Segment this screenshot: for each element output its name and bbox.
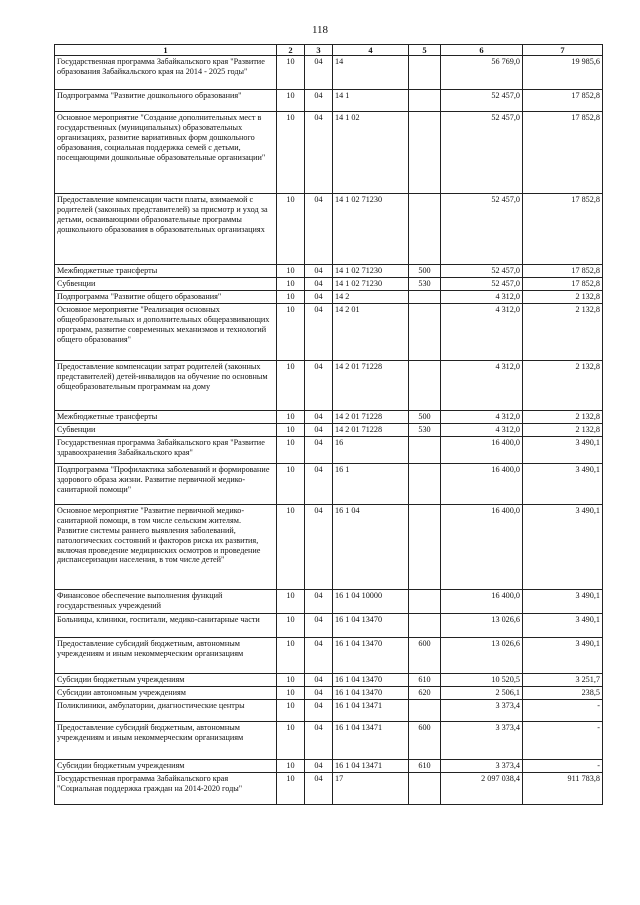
amount-actual-cell: 3 490,1 bbox=[523, 590, 603, 614]
row-name-cell: Государственная программа Забайкальского края "Социальная поддержка граждан на 2014-2020 годы" bbox=[55, 773, 277, 805]
amount-actual-cell: 17 852,8 bbox=[523, 265, 603, 278]
section-code-cell: 10 bbox=[277, 700, 305, 722]
table-row bbox=[55, 194, 603, 265]
subsection-code-cell: 04 bbox=[305, 278, 333, 291]
table-row bbox=[55, 773, 603, 805]
amount-actual-cell: 911 783,8 bbox=[523, 773, 603, 805]
target-article-cell: 14 1 02 71230 bbox=[333, 278, 409, 291]
amount-actual-cell: 17 852,8 bbox=[523, 112, 603, 194]
expense-type-cell bbox=[409, 464, 441, 505]
amount-actual-cell: 3 490,1 bbox=[523, 614, 603, 638]
amount-plan-cell: 16 400,0 bbox=[441, 437, 523, 464]
amount-actual-cell: 17 852,8 bbox=[523, 90, 603, 112]
target-article-cell: 16 1 04 13471 bbox=[333, 760, 409, 773]
expense-type-cell bbox=[409, 590, 441, 614]
section-code-cell: 10 bbox=[277, 760, 305, 773]
amount-actual-cell: 2 132,8 bbox=[523, 361, 603, 411]
expense-type-cell: 600 bbox=[409, 638, 441, 674]
amount-plan-cell: 13 026,6 bbox=[441, 638, 523, 674]
section-code-cell: 10 bbox=[277, 411, 305, 424]
section-code-cell: 10 bbox=[277, 505, 305, 590]
section-code-cell: 10 bbox=[277, 773, 305, 805]
target-article-cell: 16 1 04 bbox=[333, 505, 409, 590]
amount-plan-cell: 52 457,0 bbox=[441, 194, 523, 265]
table-row bbox=[55, 437, 603, 464]
amount-plan-cell: 52 457,0 bbox=[441, 265, 523, 278]
section-code-cell: 10 bbox=[277, 291, 305, 304]
amount-actual-cell: - bbox=[523, 722, 603, 760]
row-name-cell: Подпрограмма "Развитие дошкольного образования" bbox=[55, 90, 277, 112]
amount-actual-cell: 2 132,8 bbox=[523, 411, 603, 424]
table-row bbox=[55, 614, 603, 638]
table-row bbox=[55, 722, 603, 760]
target-article-cell: 16 1 04 13470 bbox=[333, 674, 409, 687]
target-article-cell: 14 1 bbox=[333, 90, 409, 112]
subsection-code-cell: 04 bbox=[305, 687, 333, 700]
row-name-cell: Подпрограмма "Профилактика заболеваний и формирование здорового образа жизни. Развитие первичной медико-санитарной помощи" bbox=[55, 464, 277, 505]
section-code-cell: 10 bbox=[277, 674, 305, 687]
amount-plan-cell: 16 400,0 bbox=[441, 464, 523, 505]
table-row bbox=[55, 700, 603, 722]
expense-type-cell: 500 bbox=[409, 265, 441, 278]
amount-actual-cell: 3 490,1 bbox=[523, 464, 603, 505]
subsection-code-cell: 04 bbox=[305, 265, 333, 278]
amount-actual-cell: 17 852,8 bbox=[523, 194, 603, 265]
table-row bbox=[55, 411, 603, 424]
row-name-cell: Финансовое обеспечение выполнения функций государственных учреждений bbox=[55, 590, 277, 614]
amount-plan-cell: 10 520,5 bbox=[441, 674, 523, 687]
subsection-code-cell: 04 bbox=[305, 437, 333, 464]
amount-actual-cell: 3 490,1 bbox=[523, 638, 603, 674]
table-row bbox=[55, 674, 603, 687]
row-name-cell: Больницы, клиники, госпитали, медико-санитарные части bbox=[55, 614, 277, 638]
table-row bbox=[55, 687, 603, 700]
table-row bbox=[55, 90, 603, 112]
row-name-cell: Субсидии автономным учреждениям bbox=[55, 687, 277, 700]
subsection-code-cell: 04 bbox=[305, 614, 333, 638]
subsection-code-cell: 04 bbox=[305, 505, 333, 590]
expense-type-cell bbox=[409, 700, 441, 722]
amount-actual-cell: 3 490,1 bbox=[523, 505, 603, 590]
table-row bbox=[55, 464, 603, 505]
amount-plan-cell: 3 373,4 bbox=[441, 760, 523, 773]
amount-actual-cell: - bbox=[523, 760, 603, 773]
header-row bbox=[55, 45, 603, 56]
target-article-cell: 14 1 02 71230 bbox=[333, 265, 409, 278]
target-article-cell: 16 1 04 13470 bbox=[333, 638, 409, 674]
expense-type-cell bbox=[409, 304, 441, 361]
subsection-code-cell: 04 bbox=[305, 304, 333, 361]
table-row bbox=[55, 638, 603, 674]
expense-type-cell bbox=[409, 614, 441, 638]
row-name-cell: Предоставление компенсации части платы, взимаемой с родителей (законных представителей) за присмотр и уход за детьми, осваивающими образовательные программы дошкольного образования в образовательных организациях bbox=[55, 194, 277, 265]
expense-type-cell bbox=[409, 505, 441, 590]
amount-plan-cell: 3 373,4 bbox=[441, 722, 523, 760]
row-name-cell: Основное мероприятие "Реализация основных общеобразовательных и дополнительных общеразвивающих программ, развитие современных механизмов и технологий общего образования" bbox=[55, 304, 277, 361]
subsection-code-cell: 04 bbox=[305, 773, 333, 805]
section-code-cell: 10 bbox=[277, 112, 305, 194]
target-article-cell: 17 bbox=[333, 773, 409, 805]
amount-plan-cell: 4 312,0 bbox=[441, 411, 523, 424]
section-code-cell: 10 bbox=[277, 722, 305, 760]
expense-type-cell: 500 bbox=[409, 411, 441, 424]
target-article-cell: 14 1 02 71230 bbox=[333, 194, 409, 265]
amount-actual-cell: 2 132,8 bbox=[523, 291, 603, 304]
row-name-cell: Межбюджетные трансферты bbox=[55, 265, 277, 278]
row-name-cell: Межбюджетные трансферты bbox=[55, 411, 277, 424]
section-code-cell: 10 bbox=[277, 437, 305, 464]
expense-type-cell bbox=[409, 112, 441, 194]
amount-actual-cell: 2 132,8 bbox=[523, 304, 603, 361]
target-article-cell: 16 1 04 10000 bbox=[333, 590, 409, 614]
target-article-cell: 16 1 04 13470 bbox=[333, 614, 409, 638]
section-code-cell: 10 bbox=[277, 361, 305, 411]
expense-type-cell: 530 bbox=[409, 424, 441, 437]
amount-plan-cell: 4 312,0 bbox=[441, 304, 523, 361]
table-row bbox=[55, 278, 603, 291]
section-code-cell: 10 bbox=[277, 304, 305, 361]
row-name-cell: Поликлиники, амбулатории, диагностические центры bbox=[55, 700, 277, 722]
subsection-code-cell: 04 bbox=[305, 674, 333, 687]
section-code-cell: 10 bbox=[277, 194, 305, 265]
subsection-code-cell: 04 bbox=[305, 194, 333, 265]
row-name-cell: Предоставление субсидий бюджетным, автономным учреждениям и иным некоммерческим организациям bbox=[55, 722, 277, 760]
expense-type-cell bbox=[409, 56, 441, 90]
subsection-code-cell: 04 bbox=[305, 464, 333, 505]
row-name-cell: Основное мероприятие "Развитие первичной медико-санитарной помощи, в том числе сельским жителям. Развитие системы раннего выявления заболеваний, патологических состояний и факторов риска их развития, включая проведение медицинских осмотров и проведение диспансеризации населения, в том числе детей" bbox=[55, 505, 277, 590]
amount-plan-cell: 52 457,0 bbox=[441, 90, 523, 112]
subsection-code-cell: 04 bbox=[305, 90, 333, 112]
section-code-cell: 10 bbox=[277, 464, 305, 505]
row-name-cell: Субвенции bbox=[55, 424, 277, 437]
table-row bbox=[55, 291, 603, 304]
section-code-cell: 10 bbox=[277, 278, 305, 291]
section-code-cell: 10 bbox=[277, 687, 305, 700]
amount-plan-cell: 56 769,0 bbox=[441, 56, 523, 90]
section-code-cell: 10 bbox=[277, 56, 305, 90]
target-article-cell: 14 2 01 71228 bbox=[333, 411, 409, 424]
subsection-code-cell: 04 bbox=[305, 638, 333, 674]
expense-type-cell bbox=[409, 90, 441, 112]
row-name-cell: Государственная программа Забайкальского края "Развитие образования Забайкальского края на 2014 - 2025 годы" bbox=[55, 56, 277, 90]
amount-plan-cell: 52 457,0 bbox=[441, 112, 523, 194]
subsection-code-cell: 04 bbox=[305, 590, 333, 614]
target-article-cell: 14 1 02 bbox=[333, 112, 409, 194]
subsection-code-cell: 04 bbox=[305, 722, 333, 760]
table-row bbox=[55, 304, 603, 361]
page-number: 118 bbox=[311, 24, 329, 36]
row-name-cell: Подпрограмма "Развитие общего образования" bbox=[55, 291, 277, 304]
expense-type-cell bbox=[409, 291, 441, 304]
target-article-cell: 14 2 bbox=[333, 291, 409, 304]
table-row bbox=[55, 590, 603, 614]
expense-type-cell: 610 bbox=[409, 760, 441, 773]
amount-plan-cell: 16 400,0 bbox=[441, 505, 523, 590]
amount-actual-cell: 238,5 bbox=[523, 687, 603, 700]
amount-actual-cell: 17 852,8 bbox=[523, 278, 603, 291]
section-code-cell: 10 bbox=[277, 424, 305, 437]
subsection-code-cell: 04 bbox=[305, 56, 333, 90]
section-code-cell: 10 bbox=[277, 590, 305, 614]
column-header: 3 bbox=[305, 45, 333, 56]
amount-plan-cell: 16 400,0 bbox=[441, 590, 523, 614]
amount-plan-cell: 4 312,0 bbox=[441, 361, 523, 411]
column-header: 1 bbox=[55, 45, 277, 56]
row-name-cell: Государственная программа Забайкальского края "Развитие здравоохранения Забайкальского края" bbox=[55, 437, 277, 464]
row-name-cell: Основное мероприятие "Создание дополнительных мест в государственных (муниципальных) образовательных организациях, развитие вариативных форм дошкольного образования, социальная поддержка семей с детьми, посещающими дошкольные образовательные организации" bbox=[55, 112, 277, 194]
subsection-code-cell: 04 bbox=[305, 700, 333, 722]
amount-actual-cell: 19 985,6 bbox=[523, 56, 603, 90]
expense-type-cell bbox=[409, 437, 441, 464]
target-article-cell: 16 1 04 13471 bbox=[333, 722, 409, 760]
expense-type-cell: 530 bbox=[409, 278, 441, 291]
column-header: 4 bbox=[333, 45, 409, 56]
table-row bbox=[55, 424, 603, 437]
expense-type-cell bbox=[409, 773, 441, 805]
target-article-cell: 16 1 bbox=[333, 464, 409, 505]
subsection-code-cell: 04 bbox=[305, 760, 333, 773]
amount-plan-cell: 2 097 038,4 bbox=[441, 773, 523, 805]
amount-plan-cell: 52 457,0 bbox=[441, 278, 523, 291]
table-row bbox=[55, 112, 603, 194]
amount-plan-cell: 4 312,0 bbox=[441, 424, 523, 437]
table-row bbox=[55, 760, 603, 773]
amount-actual-cell: - bbox=[523, 700, 603, 722]
subsection-code-cell: 04 bbox=[305, 361, 333, 411]
target-article-cell: 14 2 01 bbox=[333, 304, 409, 361]
section-code-cell: 10 bbox=[277, 90, 305, 112]
column-header: 7 bbox=[523, 45, 603, 56]
row-name-cell: Предоставление субсидий бюджетным, автономным учреждениям и иным некоммерческим организациям bbox=[55, 638, 277, 674]
expense-type-cell bbox=[409, 194, 441, 265]
amount-actual-cell: 3 251,7 bbox=[523, 674, 603, 687]
target-article-cell: 14 2 01 71228 bbox=[333, 424, 409, 437]
subsection-code-cell: 04 bbox=[305, 112, 333, 194]
table-row bbox=[55, 361, 603, 411]
section-code-cell: 10 bbox=[277, 638, 305, 674]
column-header: 2 bbox=[277, 45, 305, 56]
budget-table bbox=[54, 44, 603, 805]
amount-plan-cell: 3 373,4 bbox=[441, 700, 523, 722]
target-article-cell: 14 bbox=[333, 56, 409, 90]
subsection-code-cell: 04 bbox=[305, 291, 333, 304]
column-header: 5 bbox=[409, 45, 441, 56]
row-name-cell: Предоставление компенсации затрат родителей (законных представителей) детей-инвалидов на обучение по основным общеобразовательным программам на дому bbox=[55, 361, 277, 411]
amount-plan-cell: 4 312,0 bbox=[441, 291, 523, 304]
amount-plan-cell: 2 506,1 bbox=[441, 687, 523, 700]
row-name-cell: Субвенции bbox=[55, 278, 277, 291]
row-name-cell: Субсидии бюджетным учреждениям bbox=[55, 760, 277, 773]
target-article-cell: 16 1 04 13471 bbox=[333, 700, 409, 722]
expense-type-cell: 600 bbox=[409, 722, 441, 760]
section-code-cell: 10 bbox=[277, 614, 305, 638]
amount-actual-cell: 3 490,1 bbox=[523, 437, 603, 464]
target-article-cell: 16 1 04 13470 bbox=[333, 687, 409, 700]
table-row bbox=[55, 56, 603, 90]
expense-type-cell: 610 bbox=[409, 674, 441, 687]
subsection-code-cell: 04 bbox=[305, 411, 333, 424]
target-article-cell: 14 2 01 71228 bbox=[333, 361, 409, 411]
expense-type-cell: 620 bbox=[409, 687, 441, 700]
row-name-cell: Субсидии бюджетным учреждениям bbox=[55, 674, 277, 687]
target-article-cell: 16 bbox=[333, 437, 409, 464]
amount-plan-cell: 13 026,6 bbox=[441, 614, 523, 638]
amount-actual-cell: 2 132,8 bbox=[523, 424, 603, 437]
expense-type-cell bbox=[409, 361, 441, 411]
section-code-cell: 10 bbox=[277, 265, 305, 278]
column-header: 6 bbox=[441, 45, 523, 56]
table-row bbox=[55, 505, 603, 590]
table-row bbox=[55, 265, 603, 278]
subsection-code-cell: 04 bbox=[305, 424, 333, 437]
